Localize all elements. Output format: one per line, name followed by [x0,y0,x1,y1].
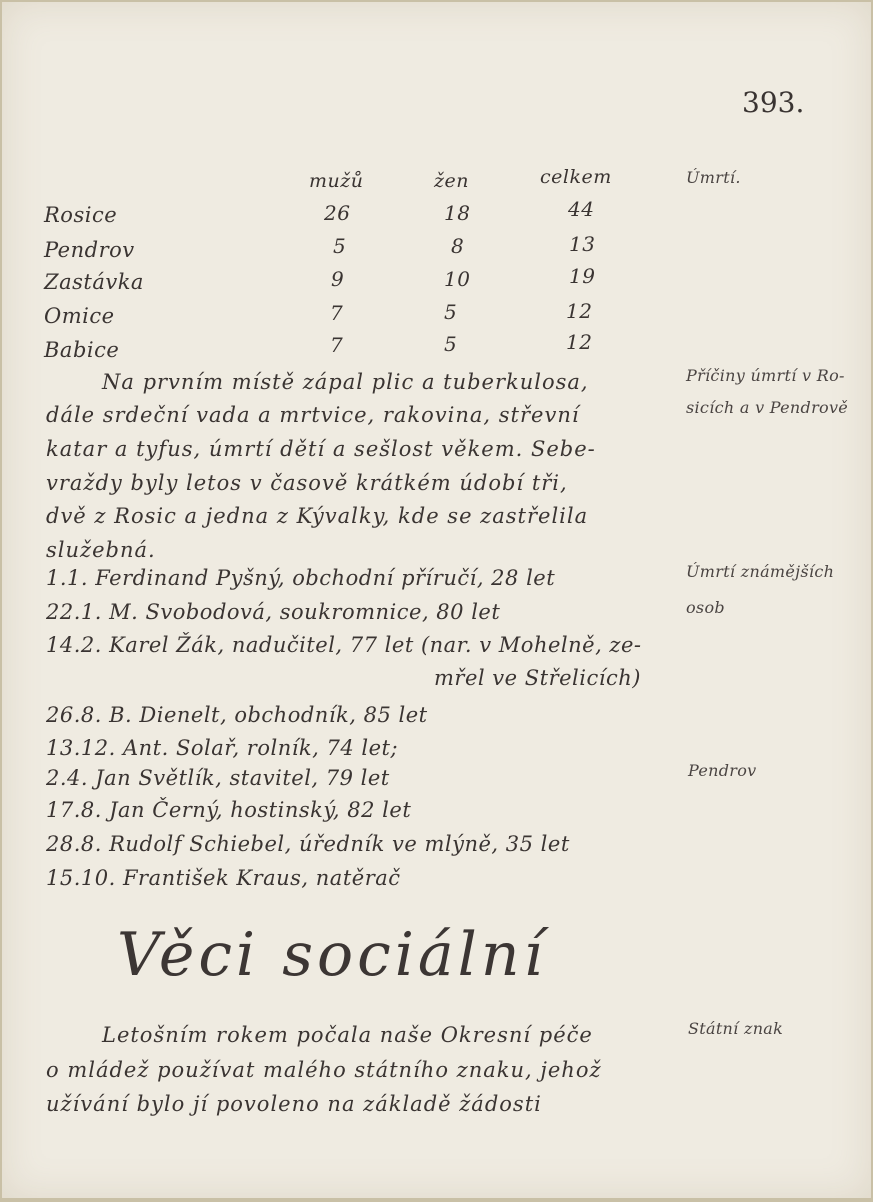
handwritten-page [2,2,871,1198]
row-place: Omice [44,304,115,328]
paragraph-line: dvě z Rosic a jedna z Kývalky, kde se zastřelila [46,504,589,528]
death-entry: 26.8. B. Dienelt, obchodník, 85 let [46,703,428,727]
margin-note-pendrov: Pendrov [688,761,757,780]
row-place: Rosice [44,203,118,227]
margin-note-state-emblem: Státní znak [688,1019,784,1038]
margin-note-causes-2: sicích a v Pendrově [686,398,849,417]
row-men: 7 [330,333,344,357]
paragraph-line: vraždy byly letos v časově krátkém údobí tři, [46,471,568,495]
paragraph-line: Letošním rokem počala naše Okresní péče [102,1023,593,1047]
death-entry: 28.8. Rudolf Schiebel, úředník ve mlýně, 35 let [46,832,570,856]
column-header-total: celkem [540,166,612,188]
row-place: Babice [44,338,120,362]
page-number: 393. [742,86,805,119]
row-total: 13 [569,232,596,256]
row-total: 12 [566,330,593,354]
paragraph-line: služebná. [46,538,156,562]
death-entry: 2.4. Jan Světlík, stavitel, 79 let [46,766,390,790]
column-header-women: žen [434,170,469,192]
row-place: Pendrov [44,238,135,262]
section-heading: Věci sociální [117,920,547,990]
row-total: 12 [566,299,593,323]
death-entry: 14.2. Karel Žák, nadučitel, 77 let (nar. v Mohelně, ze- [46,633,642,657]
death-entry: 1.1. Ferdinand Pyšný, obchodní příručí, 28 let [46,566,556,590]
paragraph-line: užívání bylo jí povoleno na základě žádosti [46,1092,542,1116]
death-entry-continuation: mřel ve Střelicích) [434,666,641,690]
row-total: 19 [569,264,596,288]
row-total: 44 [568,197,595,221]
death-entry: 22.1. M. Svobodová, soukromnice, 80 let [46,600,501,624]
margin-note-causes-1: Příčiny úmrtí v Ro- [686,366,845,385]
paragraph-line: Na prvním místě zápal plic a tuberkulosa, [102,370,589,394]
row-place: Zastávka [44,270,144,294]
margin-note-deaths: Úmrtí. [686,168,741,187]
death-entry: 17.8. Jan Černý, hostinský, 82 let [46,798,412,822]
row-women: 18 [444,201,471,225]
row-men: 9 [331,267,345,291]
column-header-men: mužů [309,170,364,192]
paragraph-line: katar a tyfus, úmrtí dětí a sešlost věkem. Sebe- [46,437,596,461]
margin-note-notable-2: osob [686,598,725,617]
row-women: 5 [444,332,458,356]
row-men: 5 [333,234,347,258]
row-women: 5 [444,300,458,324]
row-men: 7 [330,301,344,325]
row-women: 8 [451,234,465,258]
row-men: 26 [324,201,351,225]
paragraph-line: dále srdeční vada a mrtvice, rakovina, střevní [46,403,580,427]
death-entry: 15.10. František Kraus, natěrač [46,866,401,890]
death-entry: 13.12. Ant. Solař, rolník, 74 let; [46,736,399,760]
margin-note-notable-1: Úmrtí známějších [686,562,835,581]
row-women: 10 [444,267,471,291]
paragraph-line: o mládež používat malého státního znaku, jehož [46,1058,602,1082]
